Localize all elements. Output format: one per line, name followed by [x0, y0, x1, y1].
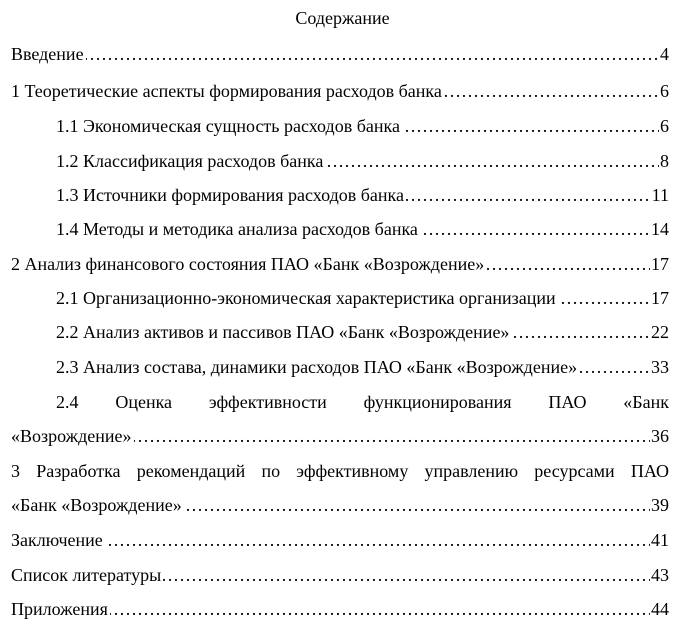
- toc-entry-chapter-1[interactable]: [11, 79, 669, 103]
- toc-entry-page: 43: [651, 565, 669, 585]
- toc-entry-page: 17: [651, 288, 669, 308]
- toc-entry-text: 2.3 Анализ состава, динамики расходов ПАО «Банк «Возрождение»: [56, 357, 578, 377]
- toc-word: по: [261, 461, 281, 481]
- toc-entry-page: 39: [651, 495, 669, 515]
- toc-entry-chapter-3-line-1[interactable]: [11, 459, 669, 483]
- toc-entry-text: 2.1 Организационно-экономическая характеристика организации: [56, 288, 556, 308]
- toc-word: ресурсами: [534, 461, 615, 481]
- toc-entry-page: 36: [651, 426, 669, 446]
- toc-word: «Банк: [623, 392, 669, 412]
- toc-entry-section-2-4-line-2[interactable]: [11, 424, 669, 448]
- toc-entry-text: 1.4 Методы и методика анализа расходов банка: [56, 219, 418, 239]
- toc-word: 2.4: [56, 392, 79, 412]
- toc-entry-text: «Возрождение»: [11, 426, 132, 446]
- toc-entry-page: 4: [660, 44, 669, 64]
- toc-entry-section-2-1[interactable]: [56, 286, 669, 310]
- toc-entry-chapter-2[interactable]: [11, 252, 669, 276]
- toc-word: 3: [11, 461, 20, 481]
- toc-title: Содержание: [295, 8, 390, 28]
- toc-entry-section-2-4-line-1[interactable]: [56, 390, 669, 414]
- toc-word: ПАО: [548, 392, 587, 412]
- toc-entry-page: 17: [651, 254, 669, 274]
- toc-entry-page: 11: [651, 185, 669, 205]
- toc-word: Оценка: [115, 392, 173, 412]
- toc-entry-page: 8: [660, 151, 669, 171]
- toc-entry-text: 2.2 Анализ активов и пассивов ПАО «Банк «Возрождение»: [56, 322, 510, 342]
- toc-entry-page: 6: [660, 116, 669, 136]
- toc-word: ПАО: [630, 461, 669, 481]
- toc-entry-text: Введение: [11, 44, 84, 64]
- toc-entry-page: 33: [651, 357, 669, 377]
- toc-word: Разработка: [36, 461, 121, 481]
- toc-entry-page: 22: [651, 322, 669, 342]
- toc-entry-page: 14: [651, 219, 669, 239]
- toc-entry-text: «Банк «Возрождение»: [11, 495, 182, 515]
- toc-entry-text: 1.2 Классификация расходов банка: [56, 151, 324, 171]
- toc-entry-section-1-3[interactable]: [56, 183, 669, 207]
- toc-entry-section-1-4[interactable]: [56, 217, 669, 241]
- toc-entry-text: Приложения: [11, 599, 108, 619]
- toc-entry-page: 41: [651, 530, 669, 550]
- toc-entry-page: 6: [660, 81, 669, 101]
- toc-entry-page: 44: [651, 599, 669, 619]
- toc-entry-bibliography[interactable]: [11, 563, 669, 587]
- toc-entry-text: 1.3 Источники формирования расходов банка: [56, 185, 404, 205]
- dot-leader: [11, 42, 669, 66]
- toc-word: эффективному: [296, 461, 409, 481]
- toc-entry-section-1-1[interactable]: [56, 114, 669, 138]
- toc-entry-section-1-2[interactable]: [56, 149, 669, 173]
- toc-entry-text: 1.1 Экономическая сущность расходов банка: [56, 116, 400, 136]
- toc-word: эффективности: [208, 392, 327, 412]
- toc-word: рекомендаций: [136, 461, 246, 481]
- toc-entry-section-2-3[interactable]: [56, 355, 669, 379]
- toc-entry-text: 1 Теоретические аспекты формирования расходов банка: [11, 81, 442, 101]
- toc-word: управлению: [424, 461, 519, 481]
- toc-entry-introduction[interactable]: [11, 42, 669, 66]
- toc-entry-text: Список литературы: [11, 565, 162, 585]
- toc-entry-conclusion[interactable]: [11, 528, 669, 552]
- toc-word: функционирования: [363, 392, 512, 412]
- toc-entry-text: 2 Анализ финансового состояния ПАО «Банк «Возрождение»: [11, 254, 485, 274]
- dot-leader: [11, 528, 669, 552]
- toc-entry-chapter-3-line-2[interactable]: [11, 493, 669, 517]
- toc-entry-text: Заключение: [11, 530, 103, 550]
- toc-entry-appendices[interactable]: [11, 597, 669, 621]
- toc-entry-section-2-2[interactable]: [56, 320, 669, 344]
